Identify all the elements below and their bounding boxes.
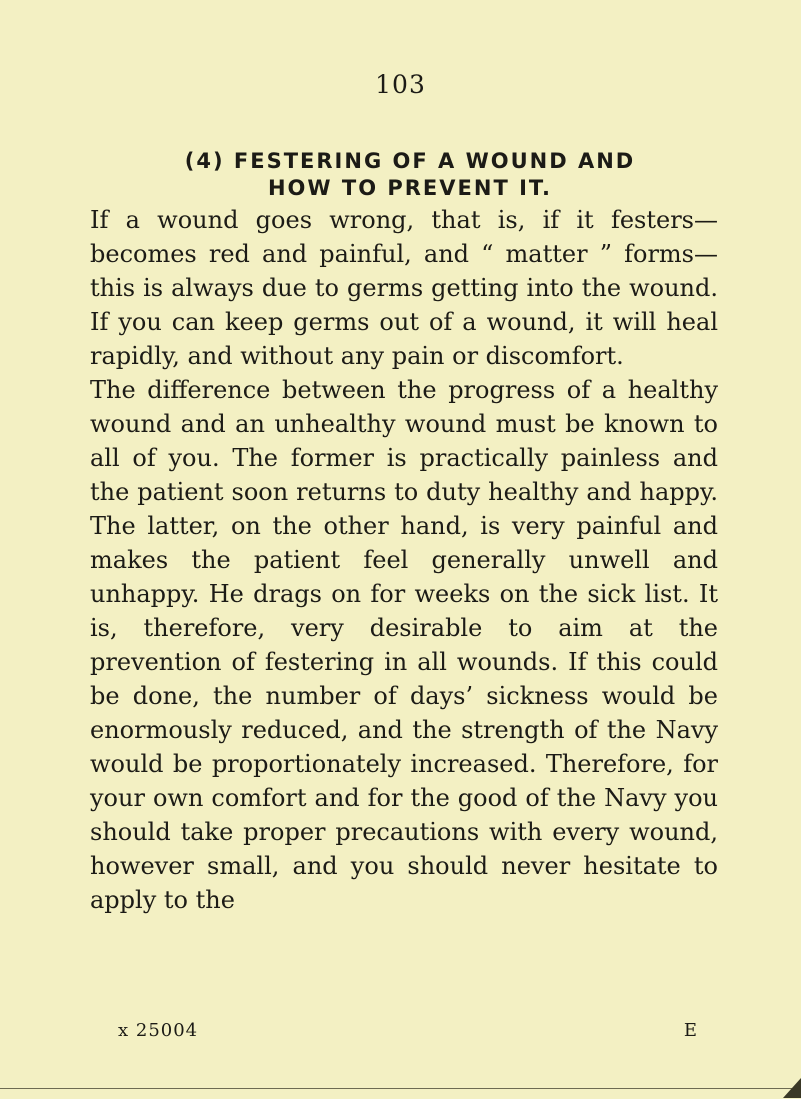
corner-mark [783, 1078, 801, 1098]
section-heading-line-2: HOW TO PREVENT IT. [267, 176, 553, 200]
paragraph-2: The difference between the progress of a healthy wound and an unhealthy wound must be known to all of you. The former is practically painless and the patient soon returns to duty healthy and happy. The latter, on the other hand, is very painful and makes the patient feel generally unwell and unhappy. He drags on for weeks on the sick list. It is, therefore, very desirable to aim at the prevention of festering in all wounds. If this could be done, the number of days’ sickness would be enormously reduced, and the strength of the Navy would be proportionately increased. Therefore, for your own comfort and for the good of the Navy you should take proper precautions with every wound, however small, and you should never hesitate to apply to the [90, 376, 718, 914]
page-edge-line [0, 1088, 801, 1089]
body-text [90, 203, 718, 917]
signature-letter: E [683, 1020, 698, 1041]
section-heading-line-1: (4) FESTERING OF A WOUND AND [184, 149, 636, 173]
paragraph-1: If a wound goes wrong, that is, if it festers—becomes red and painful, and “ matter ” forms—this is always due to germs getting into the wound. If you can keep germs out of a wound, it will heal rapidly, and without any pain or discomfort. [90, 206, 718, 370]
section-heading [90, 148, 730, 202]
page-number: 103 [375, 70, 426, 99]
signature-number: x 25004 [118, 1020, 199, 1041]
